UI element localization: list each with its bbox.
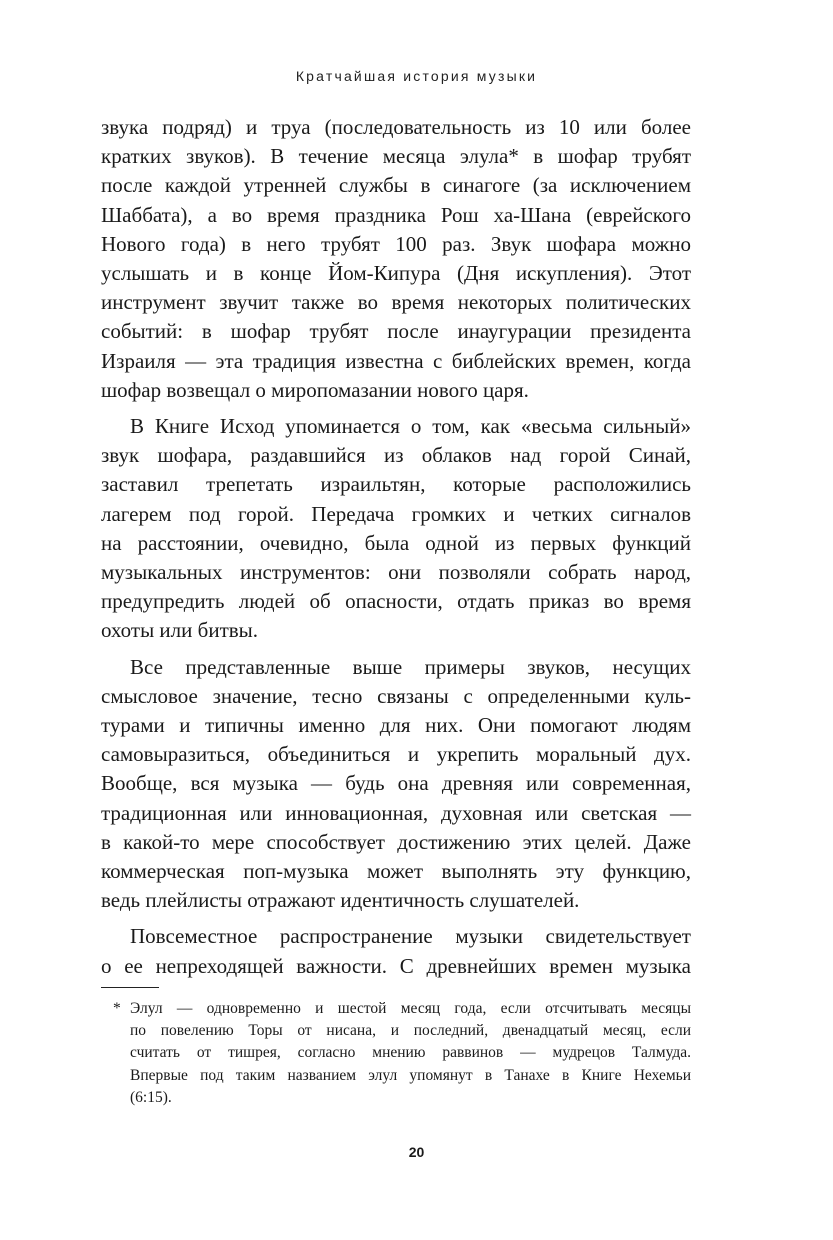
footnote-rule xyxy=(101,987,159,988)
text-line: турами и типичны именно для них. Они помогают людям xyxy=(101,713,691,738)
text-line: ведь плейлисты отражают идентичность слушателей. xyxy=(101,888,580,913)
text-line: о ее непреходящей важности. С древнейших времен музыка xyxy=(101,953,691,978)
text-line: звука подряд) и труа (последовательность из 10 или более xyxy=(101,115,691,139)
text-line: Израиля — эта традиция известна с библейских времен, когда xyxy=(101,348,691,373)
text-line: звук шофара, раздавшийся из облаков над горой Синай, xyxy=(101,443,691,468)
text-line: Вообще, вся музыка — будь она древняя или современная, xyxy=(101,771,691,796)
text-line: услышать и в конце Йом-Кипура (Дня искупления). Этот xyxy=(101,261,691,286)
paragraph xyxy=(101,922,691,980)
footnote-line: считать от тишрея, согласно мнению раввинов — мудрецов Талмуда. xyxy=(130,1044,691,1062)
text-line: охоты или битвы. xyxy=(101,618,259,643)
text-line: Нового года) в него трубят 100 раз. Звук шофара можно xyxy=(101,231,691,256)
text-line: в какой-то мере способствует достижению этих целей. Даже xyxy=(101,829,691,854)
footnote-line: по повелению Торы от нисана, и последний, двенадцатый месяц, если xyxy=(130,1022,691,1040)
text-line: лагерем под горой. Передача громких и четких сигналов xyxy=(101,501,691,526)
footnote-line xyxy=(101,998,691,1020)
text-line: событий: в шофар трубят после инаугурации президента xyxy=(101,319,691,344)
footnote-marker: * xyxy=(113,1000,121,1017)
paragraph xyxy=(101,412,691,646)
body-text xyxy=(101,113,691,981)
text-line: на расстоянии, очевидно, была одной из первых функций xyxy=(101,530,691,555)
text-line: предупредить людей об опасности, отдать приказ во время xyxy=(101,589,691,614)
text-line: шофар возвещал о миропомазании нового царя. xyxy=(101,377,529,402)
text-line: традиционная или инновационная, духовная или светская — xyxy=(101,800,691,825)
paragraph xyxy=(101,113,691,405)
footnote xyxy=(101,998,691,1109)
running-header: Кратчайшая история музыки xyxy=(295,68,538,84)
footnote-line: (6:15). xyxy=(130,1088,172,1106)
text-line: инструмент звучит также во время некоторых политических xyxy=(101,290,691,315)
text-line: заставил трепетать израильтян, которые расположились xyxy=(101,472,691,497)
footnote-line-text: Элул — одновременно и шестой месяц года, если отсчитывать месяцы xyxy=(130,1000,691,1017)
text-line: после каждой утренней службы в синагоге (за исключением xyxy=(101,173,691,198)
text-line: самовыразиться, объединиться и укрепить моральный дух. xyxy=(101,742,691,767)
text-line: кратких звуков). В течение месяца элула* в шофар трубят xyxy=(101,144,691,169)
footnote-line: Впервые под таким названием элул упомянут в Танахе в Книге Нехемьи xyxy=(130,1066,691,1084)
page-number: 20 xyxy=(408,1144,425,1160)
text-line: смысловое значение, тесно связаны с определенными куль- xyxy=(101,683,691,708)
text-line: В Книге Исход упоминается о том, как «весьма сильный» xyxy=(130,414,691,439)
text-line: Повсеместное распространение музыки свидетельствует xyxy=(130,924,691,949)
text-line: Шаббата), а во время праздника Рош ха-Шана (еврейского xyxy=(101,202,691,227)
text-line: коммерческая поп-музыка может выполнять эту функцию, xyxy=(101,859,691,884)
text-line: Все представленные выше примеры звуков, несущих xyxy=(130,654,691,679)
paragraph xyxy=(101,653,691,916)
text-line: музыкальных инструментов: они позволяли собрать народ, xyxy=(101,560,691,585)
